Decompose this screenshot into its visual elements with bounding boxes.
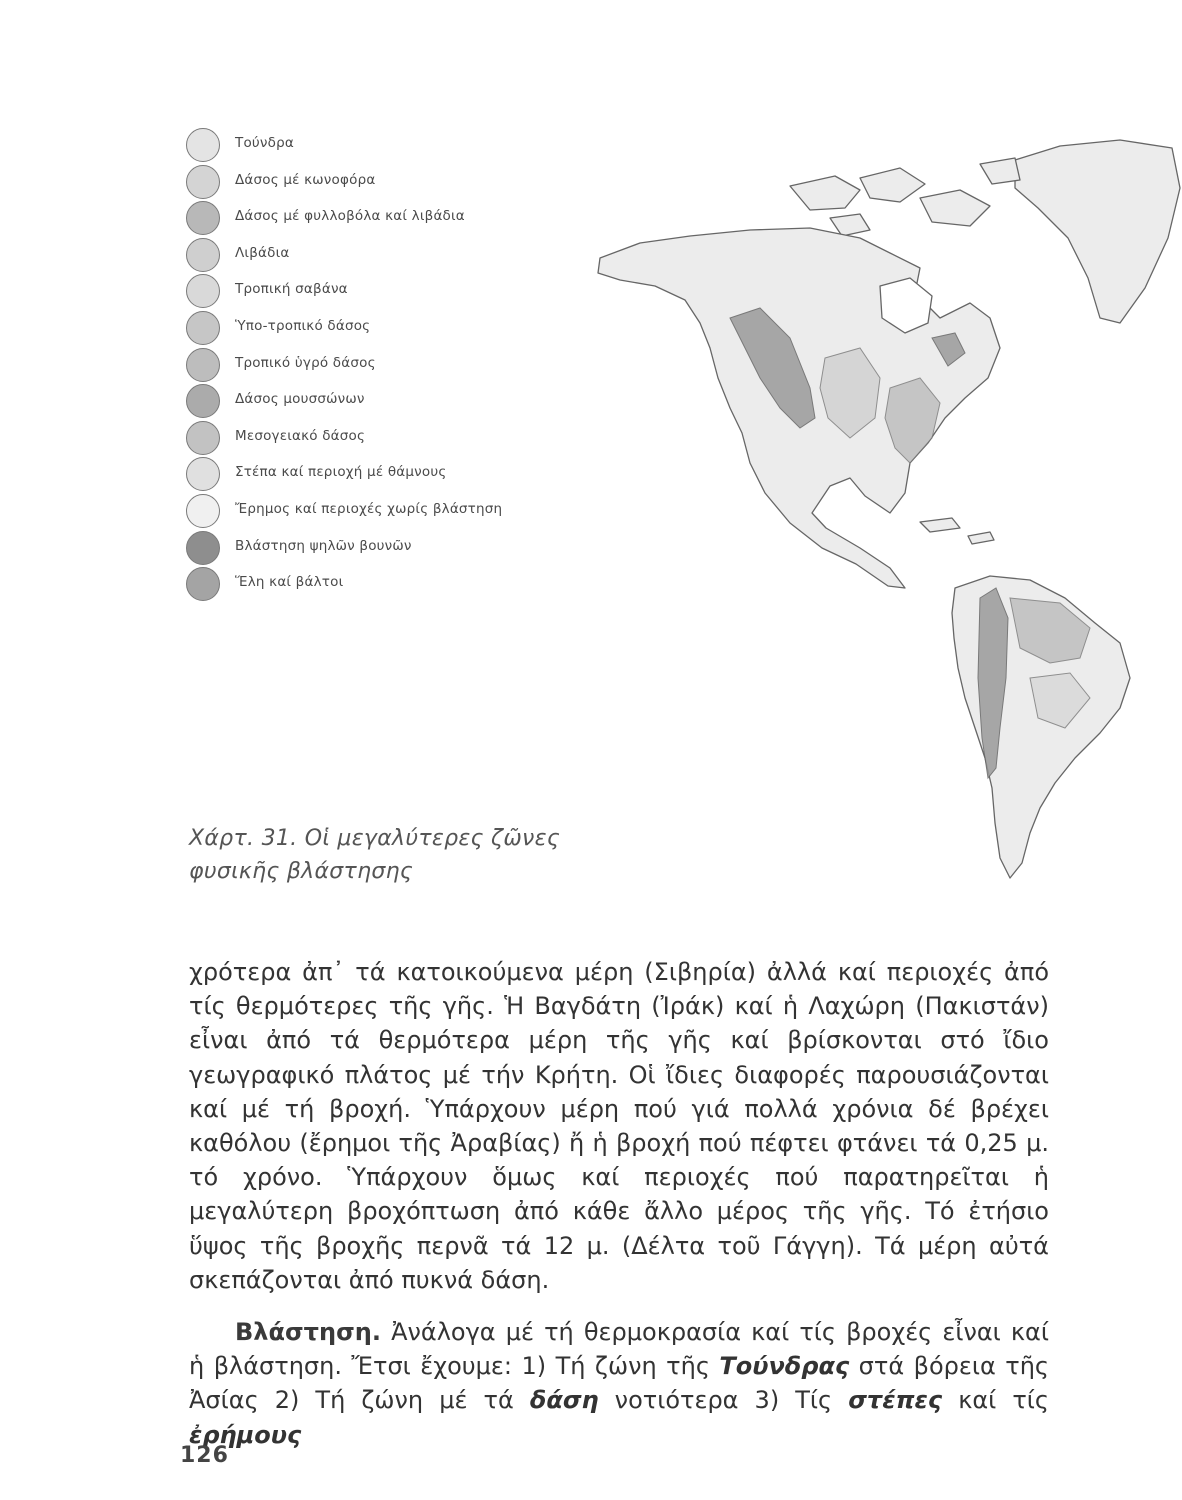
paragraph: χρότερα ἀπ᾽ τά κατοικούμενα μέρη (Σιβηρία) ἀλλά καί περιοχές ἀπό τίς θερμότερες τῆς γῆς. Ἡ Βαγδάτη (Ἰράκ) καί ἡ Λαχώρη (Πακιστάν) εἶναι ἀπό τά θερμότερα μέρη τῆς γῆς καί βρίσκονται στό ἴδιο γεωγραφικό πλάτος μέ τήν Κρήτη. Οἱ ἴδιες διαφορές παρουσιάζονται καί μέ τή βροχή. Ὑπάρχουν μέρη πού γιά πολλά χρόνια δέ βρέχει καθόλου (ἔρημοι τῆς Ἀραβίας) ἤ ἡ βροχή πού πέφτει φτάνει τά 0,25 μ. τό χρόνο. Ὑπάρχουν ὅμως καί περιοχές πού παρατηρεῖται ἡ μεγαλύτερη βροχόπτωση ἀπό κάθε ἄλλο μέρος τῆς γῆς. Τό ἐτήσιο ὕψος τῆς βροχῆς περνᾶ τά 12 μ. (Δέλτα τοῦ Γάγγη). Τά μέρη αὐτά σκεπάζονται ἀπό πυκνά δάση.	[189, 958, 1049, 1294]
legend-swatch	[186, 421, 220, 455]
caribbean-island-shape	[920, 518, 960, 532]
legend-item	[186, 494, 606, 531]
legend-swatch	[186, 384, 220, 418]
key-term: ἐρήμους	[189, 1420, 302, 1449]
arctic-island-shape	[860, 168, 925, 202]
legend-label: Τροπική σαβάνα	[235, 281, 348, 298]
legend-swatch	[186, 201, 220, 235]
arctic-island-shape	[980, 158, 1020, 184]
legend-label: Μεσογειακό δάσος	[235, 427, 366, 444]
legend-item	[186, 567, 606, 604]
legend-swatch	[186, 567, 220, 601]
legend-label: Δάσος μέ κωνοφόρα	[235, 171, 376, 188]
greenland-shape	[1015, 140, 1180, 323]
body-text	[189, 955, 1049, 1452]
paragraph-text: νοτιότερα 3) Τίς	[598, 1386, 849, 1415]
legend-item	[186, 165, 606, 202]
caribbean-island-shape	[968, 532, 994, 544]
legend-label: Δάσος μουσσώνων	[235, 391, 365, 408]
legend-item	[186, 201, 606, 238]
page-number: 126	[180, 1443, 229, 1468]
paragraph-text: στά βόρεια τῆς Ἀσίας 2) Τή ζώνη μέ τά	[189, 1352, 1049, 1415]
legend-swatch	[186, 274, 220, 308]
arctic-island-shape	[790, 176, 860, 210]
legend-label: Τροπικό ὑγρό δάσος	[235, 354, 376, 371]
legend-label: Στέπα καί περιοχή μέ θάμνους	[235, 464, 447, 481]
section-heading: Βλάστηση.	[235, 1318, 381, 1347]
paragraph-text: καί τίς	[942, 1386, 1050, 1415]
legend-swatch	[186, 311, 220, 345]
legend-label: Λιβάδια	[235, 244, 290, 261]
caption-line: φυσικῆς βλάστησης	[189, 859, 414, 884]
legend-label: Ὑπο-τροπικό δάσος	[235, 317, 371, 334]
legend-item	[186, 384, 606, 421]
legend-swatch	[186, 128, 220, 162]
map-caption	[189, 822, 609, 888]
vegetation-legend	[186, 128, 606, 604]
key-term: Τούνδρας	[719, 1352, 850, 1381]
key-term: δάση	[529, 1386, 599, 1415]
legend-item	[186, 348, 606, 385]
legend-label: Ἔρημος καί περιοχές χωρίς βλάστηση	[235, 500, 503, 517]
legend-item	[186, 531, 606, 568]
legend-item	[186, 274, 606, 311]
paragraph-text: Ἀνάλογα μέ τή θερμοκρασία καί τίς βροχές εἶναι καί ἡ βλάστηση. Ἔτσι ἔχουμε: 1) Τή ζώνη τῆς	[189, 1318, 1049, 1381]
americas-vegetation-map	[560, 118, 1182, 898]
paragraph	[189, 1315, 1049, 1452]
legend-label: Τούνδρα	[235, 135, 294, 151]
legend-label: Δάσος μέ φυλλοβόλα καί λιβάδια	[235, 208, 465, 225]
legend-item	[186, 421, 606, 458]
legend-swatch	[186, 238, 220, 272]
legend-swatch	[186, 494, 220, 528]
legend-swatch	[186, 348, 220, 382]
legend-item	[186, 238, 606, 275]
key-term: στέπες	[848, 1386, 943, 1415]
legend-label: Ἕλη καί βάλτοι	[235, 574, 344, 591]
legend-item	[186, 128, 606, 165]
caption-line: Χάρτ. 31. Οἱ μεγαλύτερες ζῶνες	[189, 826, 561, 851]
legend-item	[186, 311, 606, 348]
legend-label: Βλάστηση ψηλῶν βουνῶν	[235, 537, 412, 554]
legend-swatch	[186, 165, 220, 199]
legend-item	[186, 457, 606, 494]
arctic-island-shape	[920, 190, 990, 226]
legend-swatch	[186, 531, 220, 565]
legend-swatch	[186, 457, 220, 491]
